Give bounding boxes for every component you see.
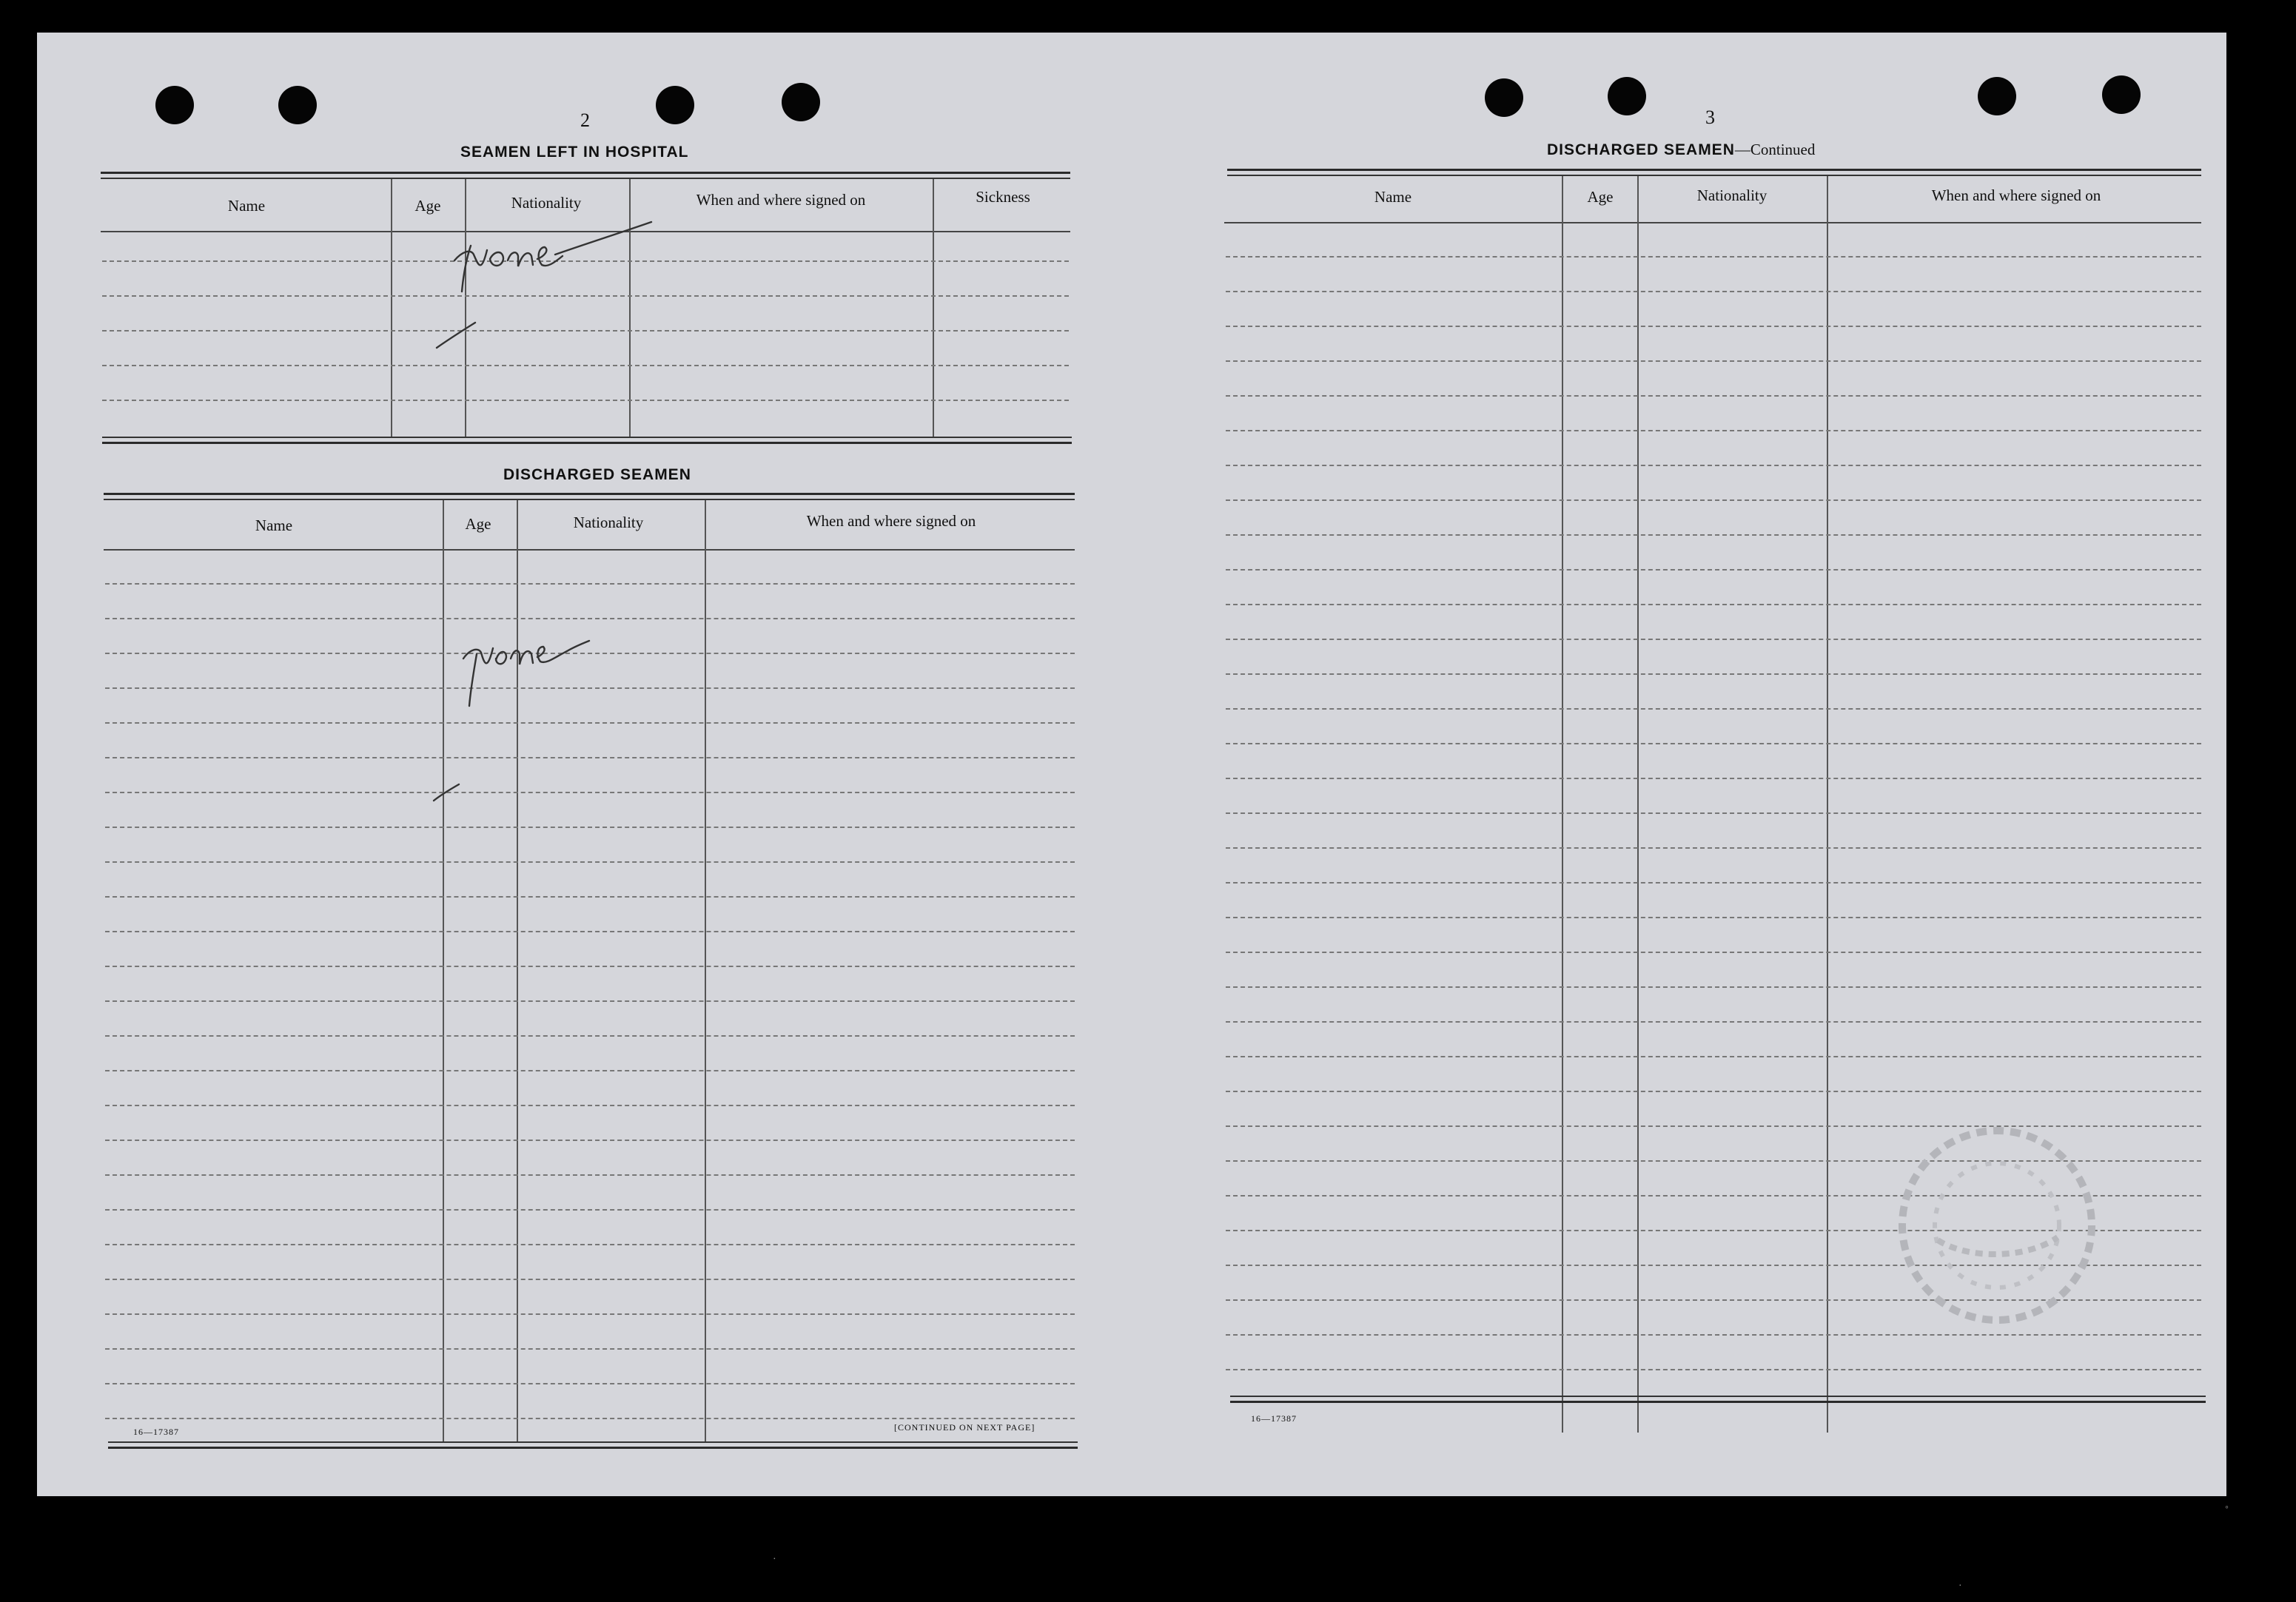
hospital-col-nationality: Nationality [511,194,582,212]
hospital-section-title: SEAMEN LEFT IN HOSPITAL [460,144,689,161]
right-section-title [1547,141,1815,159]
ruled-row-line [1226,639,2201,640]
ruled-row-line [1226,1091,2201,1092]
right-section-title-main: DISCHARGED SEAMEN [1547,141,1735,158]
punch-hole [155,86,194,124]
ruled-row-line [1226,708,2201,710]
ruled-row-line [1226,604,2201,605]
ruled-row-line [1226,465,2201,466]
right-table-top-rule [1227,175,2201,176]
ruled-row-line [1226,882,2201,884]
right-section-title-suffix: —Continued [1734,141,1816,158]
discharged-section-title: DISCHARGED SEAMEN [503,466,691,483]
ruled-row-line [1226,847,2201,849]
punch-hole [1485,78,1523,117]
ruled-row-line [1226,395,2201,397]
ruled-row-line [1226,534,2201,536]
left-form-number: 16—17387 [133,1427,179,1437]
ruled-row-line [105,1105,1075,1106]
ruled-row-line [1226,499,2201,501]
ruled-row-line [1226,569,2201,571]
ruled-row-line [102,365,1069,366]
right-col-signed-on: When and where signed on [1931,186,2101,204]
hospital-table-top-rule [101,178,1070,179]
discharged-col-age: Age [465,515,491,533]
hospital-table-bottom-rule [102,437,1072,438]
left-page-number: 2 [580,110,590,131]
discharged-table-top-rule [104,499,1075,500]
hospital-table-bottom-rule [102,442,1072,444]
punch-hole [1978,77,2016,115]
ruled-row-line [105,1418,1075,1419]
continued-note: [CONTINUED ON NEXT PAGE] [894,1422,1035,1433]
ruled-row-line [105,966,1075,967]
right-table-bottom-rule [1230,1396,2206,1397]
ruled-row-line [1226,743,2201,744]
ruled-row-line [105,1313,1075,1315]
punch-hole [1608,77,1646,115]
discharged-table-bottom-rule [108,1441,1078,1443]
ruled-row-line [1226,360,2201,362]
ruled-row-line [105,827,1075,828]
ruled-row-line [105,1279,1075,1280]
discharged-col-name: Name [255,516,293,534]
scanner-speck: · [1958,1581,1962,1592]
scanner-speck: · [773,1554,776,1565]
ruled-row-line [1226,1369,2201,1370]
right-col-divider [1562,176,1563,1433]
right-table-bottom-rule [1230,1401,2206,1403]
discharged-col-nationality: Nationality [573,514,644,531]
right-table-top-rule [1227,169,2201,171]
ruled-row-line [1226,326,2201,327]
ruled-row-line [1226,812,2201,814]
hospital-col-signed-on: When and where signed on [696,191,866,209]
ruled-row-line [105,1209,1075,1211]
ruled-row-line [1226,778,2201,779]
scanner-speck: ◦ [2225,1502,2229,1513]
punch-hole [656,86,694,124]
hospital-col-divider [933,179,934,437]
right-page-number: 3 [1705,107,1715,128]
ruled-row-line [1226,673,2201,675]
ruled-row-line [1226,986,2201,988]
hospital-col-divider [391,179,392,437]
ruled-row-line [105,931,1075,932]
ruled-row-line [105,1348,1075,1350]
ruled-row-line [1226,430,2201,431]
right-col-divider [1827,176,1828,1433]
discharged-col-divider [705,500,706,1441]
hospital-table-top-rule [101,172,1070,174]
discharged-table-top-rule [104,493,1075,495]
ruled-row-line [1226,917,2201,918]
faint-circular-stamp [1886,1114,2108,1336]
ruled-row-line [1226,291,2201,292]
ruled-row-line [105,1070,1075,1071]
ruled-row-line [105,1383,1075,1384]
right-col-age: Age [1587,188,1614,206]
punch-hole [278,86,317,124]
hospital-col-sickness: Sickness [976,188,1030,206]
handwritten-none-discharged [392,580,674,817]
right-col-nationality: Nationality [1696,186,1768,204]
discharged-header-underline [104,549,1075,551]
ruled-row-line [105,896,1075,898]
ruled-row-line [102,400,1069,401]
ruled-row-line [105,1244,1075,1245]
hospital-col-age: Age [414,197,441,215]
right-col-divider [1637,176,1639,1433]
ruled-row-line [1226,1021,2201,1023]
right-header-underline [1224,222,2201,223]
hospital-col-name: Name [227,197,266,215]
handwritten-none-hospital [407,207,718,355]
discharged-col-signed-on: When and where signed on [806,512,976,530]
punch-hole [2102,75,2141,114]
ruled-row-line [105,1000,1075,1002]
ruled-row-line [1226,256,2201,258]
ruled-row-line [105,1140,1075,1141]
scanned-document-sheet [37,33,2226,1496]
right-col-name: Name [1374,188,1412,206]
ruled-row-line [105,1174,1075,1176]
discharged-table-bottom-rule [108,1447,1078,1449]
ruled-row-line [105,1035,1075,1037]
ruled-row-line [105,861,1075,863]
ruled-row-line [1226,1056,2201,1057]
punch-hole [782,83,820,121]
ruled-row-line [1226,952,2201,953]
right-form-number: 16—17387 [1251,1413,1297,1424]
